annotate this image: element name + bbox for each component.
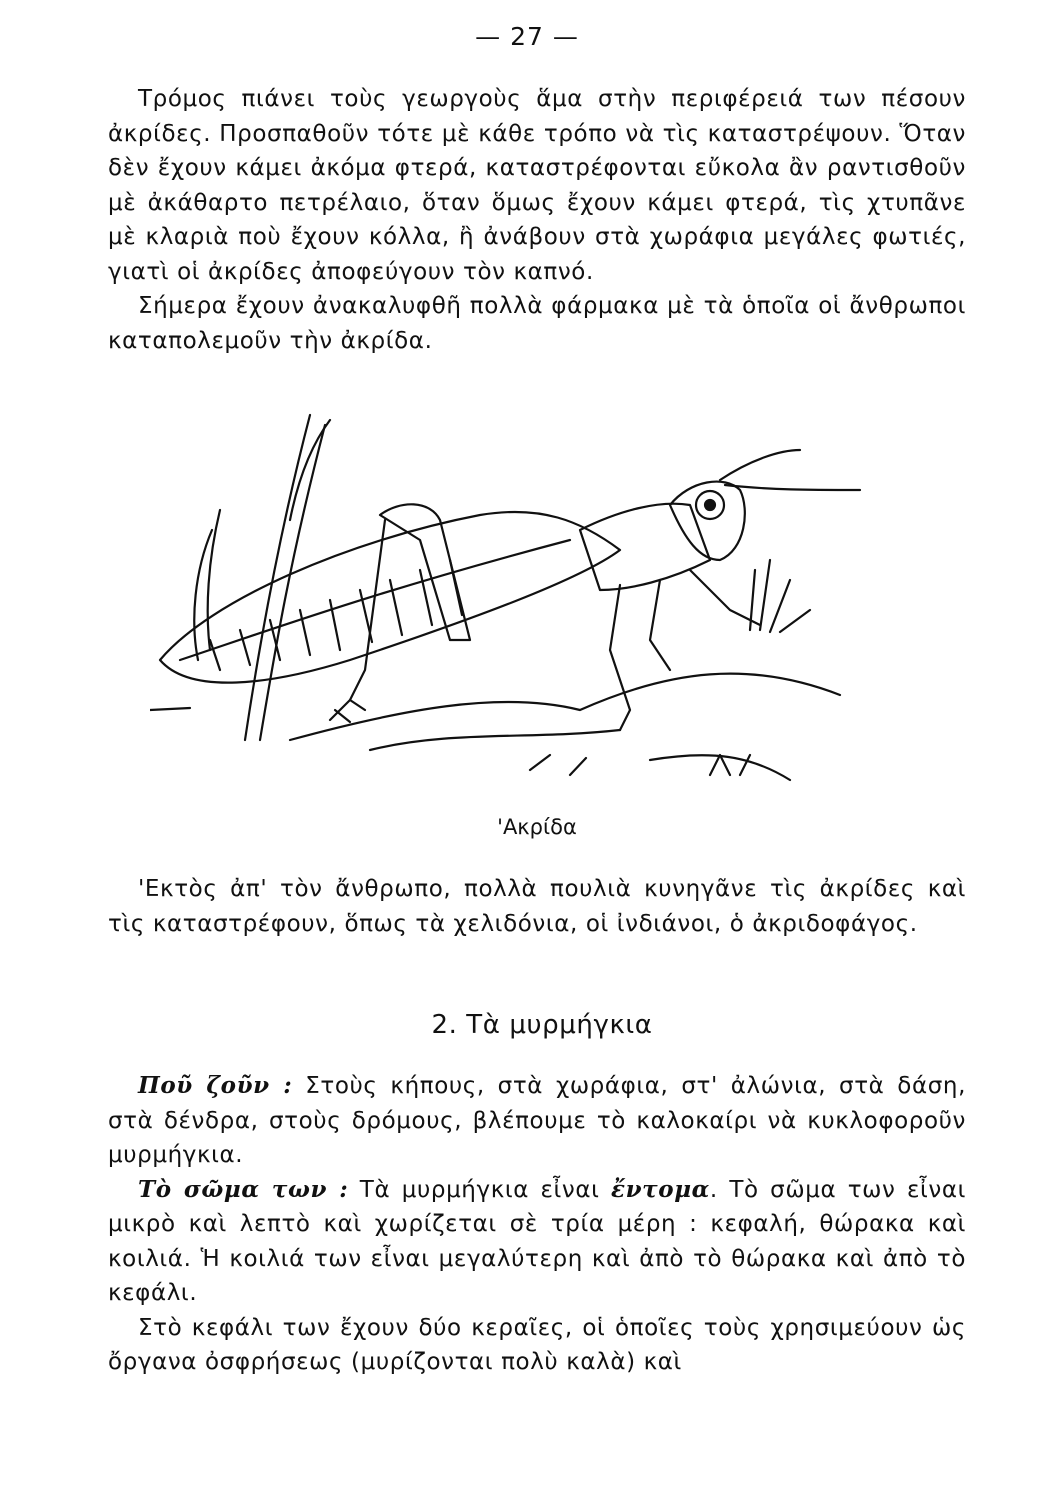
- paragraph-where-they-live: [108, 1069, 966, 1173]
- paragraph-modern-remedies: Σήμερα ἔχουν ἀνακαλυφθῆ πολλὰ φάρμακα μὲ τὰ ὁποῖα οἱ ἄνθρωποι καταπολεμοῦν τὴν ἀκρίδα.: [108, 293, 966, 354]
- figure-caption: 'Ακρίδα: [497, 815, 577, 839]
- page-number: — 27 —: [475, 22, 579, 51]
- body-text-a: Τὰ μυρμήγκια εἶναι: [348, 1176, 612, 1203]
- run-in-heading-body: Τὸ σῶμα των :: [138, 1175, 349, 1203]
- grasshopper-illustration: [150, 410, 870, 810]
- middle-text-block: [108, 872, 966, 941]
- section-heading: 2. Τὰ μυρμήγκια: [431, 1010, 653, 1040]
- habitat-text: Στοὺς κήπους, στὰ χωράφια, στ' ἀλώνια, στὰ δάση, στὰ δένδρα, στοὺς δρόμους, βλέπουμε τὸ καλοκαίρι νὰ κυκλοφοροῦν μυρμήγκια.: [108, 1073, 966, 1168]
- paragraph-locust-control: Τρόμος πιάνει τοὺς γεωργοὺς ἅμα στὴν περιφέρειά των πέσουν ἀκρίδες. Προσπαθοῦν τότε μὲ κάθε τρόπο νὰ τὶς καταστρέψουν. Ὅταν δὲν ἔχουν κάμει ἀκόμα φτερά, καταστρέφονται εὔκολα ἂν ραντισθοῦν μὲ ἀκάθαρτο πετρέλαιο, ὅταν ὅμως ἔχουν κάμει φτερά, τὶς χτυπᾶνε μὲ κλαριὰ ποὺ ἔχουν κόλλα, ἢ ἀνάβουν στὰ χωράφια μεγάλες φωτιές, γιατὶ οἱ ἀκρίδες ἀποφεύγουν τὸν καπνό.: [108, 86, 966, 285]
- bottom-text-block: [108, 1069, 966, 1380]
- paragraph-body: [108, 1173, 966, 1311]
- top-text-block: [108, 82, 966, 358]
- run-in-heading-habitat: Ποῦ ζοῦν :: [138, 1072, 293, 1099]
- emphasis-insects: ἔντομα: [611, 1175, 710, 1203]
- grasshopper-icon: [150, 410, 870, 810]
- paragraph-birds: 'Εκτὸς ἀπ' τὸν ἄνθρωπο, πολλὰ πουλιὰ κυνηγᾶνε τὶς ἀκρίδες καὶ τὶς καταστρέφουν, ὅπως τὰ χελιδόνια, οἱ ἰνδιάνοι, ὁ ἀκριδοφάγος.: [108, 876, 966, 937]
- body-text-b: . Τὸ σῶμα των εἶναι μικρὸ καὶ λεπτὸ καὶ χωρίζεται σὲ τρία μέρη : κεφαλή, θώρακα καὶ κοιλιά. Ἡ κοιλιά των εἶναι μεγαλύτερη καὶ ἀπὸ τὸ θώρακα καὶ ἀπὸ τὸ κεφάλι.: [108, 1176, 966, 1306]
- paragraph-antennae: Στὸ κεφάλι των ἔχουν δύο κεραῖες, οἱ ὁποῖες τοὺς χρησιμεύουν ὡς ὄργανα ὀσφρήσεως (μυρίζονται πολὺ καλὰ) καὶ: [108, 1314, 966, 1375]
